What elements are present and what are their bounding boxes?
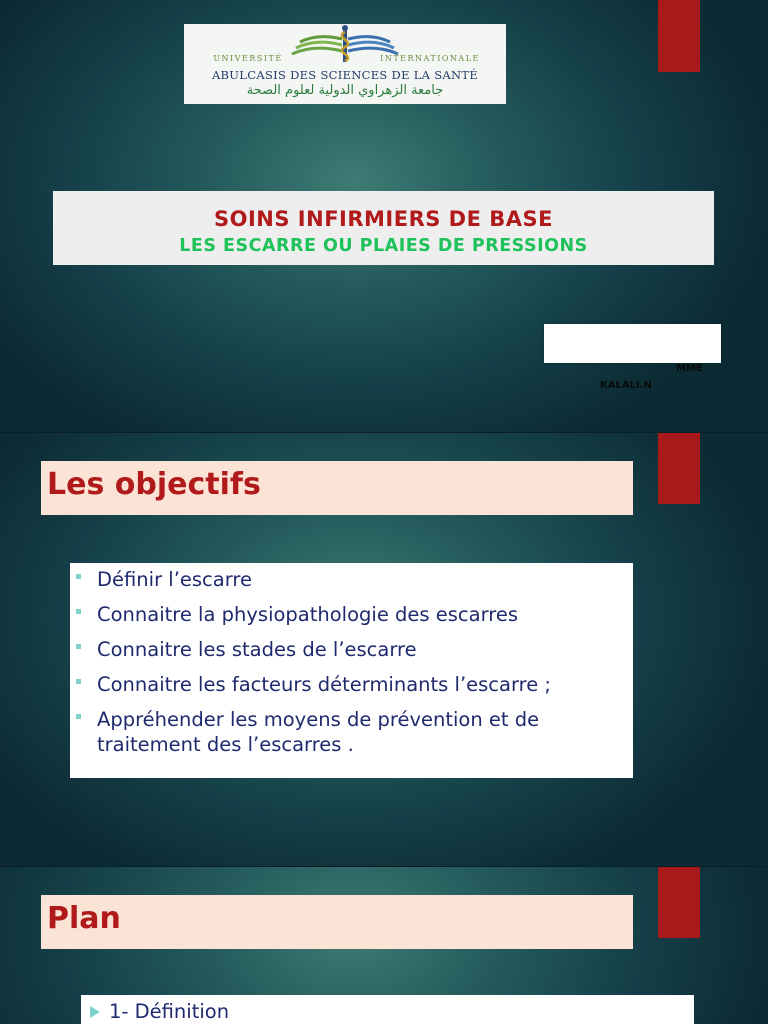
section-heading: Plan <box>47 901 121 936</box>
list-item-text: Appréhender les moyens de prévention et de traitement des l’escarres . <box>97 708 540 756</box>
objectives-box <box>70 563 633 778</box>
list-item-text: Connaitre les facteurs déterminants l’escarre ; <box>97 673 551 696</box>
logo-text-arabic: جامعة الزهراوي الدولية لعلوم الصحة <box>246 83 444 98</box>
logo-text-internationale: INTERNATIONALE <box>380 54 480 63</box>
heading-box <box>41 461 633 515</box>
red-accent-tab <box>658 0 700 72</box>
list-item <box>70 602 633 627</box>
list-item-text: Connaitre les stades de l’escarre <box>97 638 417 661</box>
square-bullet-icon <box>76 644 81 649</box>
title-box <box>53 191 714 265</box>
author-title: MME <box>676 363 703 374</box>
square-bullet-icon <box>76 679 81 684</box>
list-item <box>70 707 633 757</box>
square-bullet-icon <box>76 609 81 614</box>
slide-plan <box>0 867 768 1024</box>
square-bullet-icon <box>76 574 81 579</box>
slide-objectifs <box>0 433 768 866</box>
slide-subtitle-text: LES ESCARRE OU PLAIES DE PRESSIONS <box>179 236 588 256</box>
list-item <box>70 567 633 592</box>
slide-title-text: SOINS INFIRMIERS DE BASE <box>214 207 553 231</box>
list-item <box>70 637 633 662</box>
plan-item: 1- Définition <box>109 1000 230 1023</box>
red-accent-tab <box>658 433 700 504</box>
university-logo <box>184 24 506 104</box>
list-item-text: Connaitre la physiopathologie des escarres <box>97 603 518 626</box>
author-box <box>544 324 721 363</box>
author-name: KALALI.N <box>600 380 652 391</box>
plan-box <box>81 995 694 1024</box>
logo-text-universite: UNIVERSITÉ <box>213 54 283 63</box>
square-bullet-icon <box>76 714 81 719</box>
triangle-bullet-icon <box>90 1006 100 1018</box>
red-accent-tab <box>658 867 700 938</box>
objectives-list <box>70 567 633 767</box>
list-item <box>70 672 633 697</box>
logo-text-name: ABULCASIS DES SCIENCES DE LA SANTÉ <box>211 68 479 82</box>
slide-title <box>0 0 768 432</box>
section-heading: Les objectifs <box>47 467 261 502</box>
list-item-text: Définir l’escarre <box>97 568 252 591</box>
heading-box <box>41 895 633 949</box>
